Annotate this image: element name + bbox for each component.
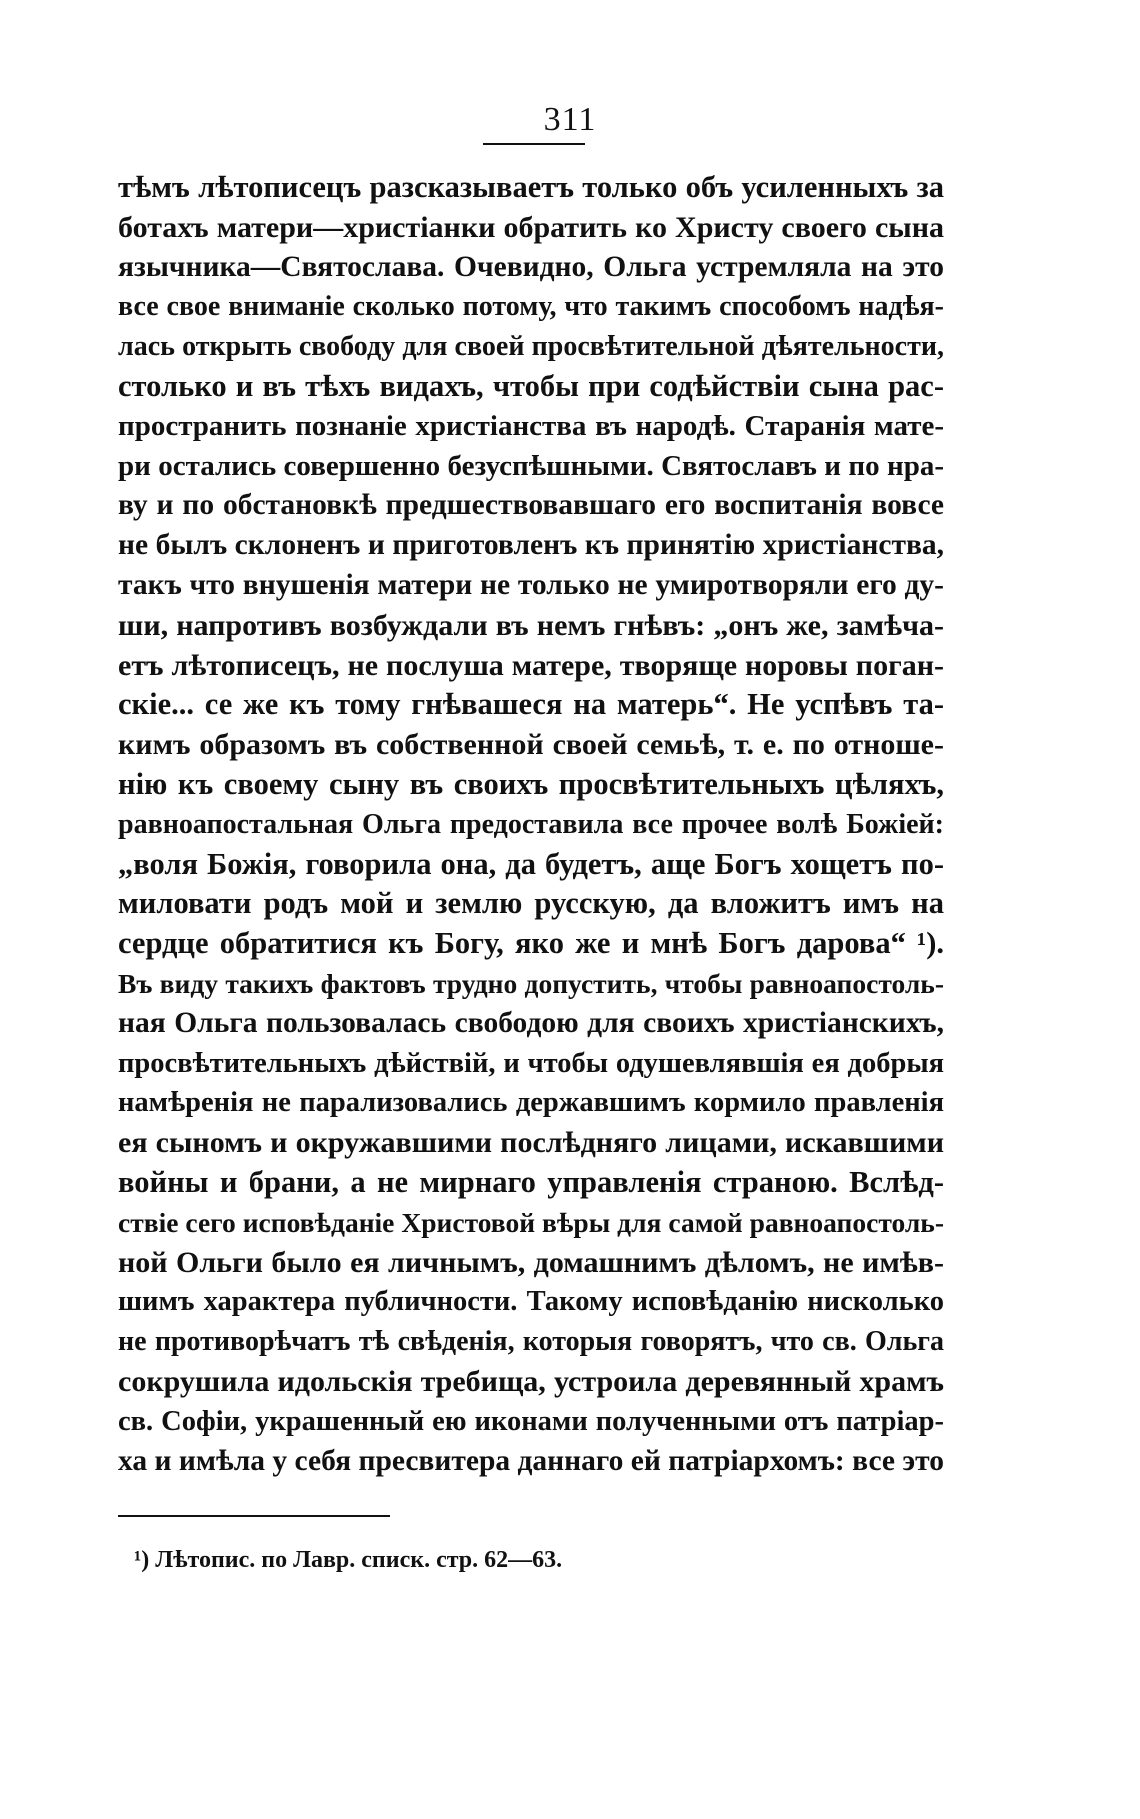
page-number: 311 bbox=[543, 101, 597, 138]
text-line: столько и въ тѣхъ видахъ, чтобы при содѣйствіи сына рас- bbox=[118, 368, 944, 403]
text-line: Въ виду такихъ фактовъ трудно допустить, чтобы равноапостоль- bbox=[118, 967, 944, 999]
text-line: равноапостальная Ольга предоставила все прочее волѣ Божіей: bbox=[118, 808, 944, 840]
page-number-rule bbox=[483, 143, 585, 145]
footnote-rule bbox=[118, 1515, 390, 1517]
text-line: ная Ольга пользовалась свободою для своихъ христіанскихъ, bbox=[118, 1006, 944, 1039]
text-line: сокрушила идольскія требища, устроила деревянный храмъ bbox=[118, 1364, 944, 1398]
text-line: язычника—Святослава. Очевидно, Ольга устремляла на это bbox=[118, 250, 944, 283]
footnote: ¹) Лѣтопис. по Лавр. списк. стр. 62—63. bbox=[134, 1547, 563, 1573]
text-line: св. Софіи, украшенный ею иконами полученными отъ патріар- bbox=[118, 1405, 944, 1437]
text-line: ри остались совершенно безуспѣшными. Святославъ и по нра- bbox=[118, 449, 944, 482]
text-line: все свое вниманіе сколько потому, что такимъ способомъ надѣя- bbox=[118, 291, 944, 323]
text-line: лась открыть свободу для своей просвѣтительной дѣятельности, bbox=[118, 331, 944, 363]
text-line: тѣмъ лѣтописецъ разсказываетъ только объ усиленныхъ за bbox=[118, 170, 944, 204]
body-text bbox=[118, 168, 944, 1481]
text-line: ха и имѣла у себя пресвитера даннаго ей патріархомъ: все это bbox=[118, 1444, 944, 1477]
text-line: ботахъ матери—христіанки обратить ко Христу своего сына bbox=[118, 210, 944, 244]
text-line: етъ лѣтописецъ, не послуша матере, творяще норовы поган- bbox=[118, 648, 944, 682]
text-line: войны и брани, а не мирнаго управленія страною. Вслѣд- bbox=[118, 1164, 944, 1199]
text-line: не былъ склоненъ и приготовленъ къ принятію христіанства, bbox=[118, 529, 944, 562]
text-line: нію къ своему сыну въ своихъ просвѣтительныхъ цѣляхъ, bbox=[118, 766, 944, 801]
text-line: кимъ образомъ въ собственной своей семьѣ, т. е. по отноше- bbox=[118, 728, 944, 762]
text-line: ствіе сего исповѣданіе Христовой вѣры для самой равноапостоль- bbox=[118, 1206, 944, 1238]
text-line: ву и по обстановкѣ предшествовавшаго его воспитанія вовсе bbox=[118, 489, 944, 522]
text-line: намѣренія не парализовались державшимъ кормило правленія bbox=[118, 1087, 944, 1119]
text-line: пространить познаніе христіанства въ народѣ. Старанія мате- bbox=[118, 409, 944, 442]
text-line: не противорѣчатъ тѣ свѣденія, которыя говорятъ, что св. Ольга bbox=[118, 1326, 944, 1358]
text-line: „воля Божія, говорила она, да будетъ, аще Богъ хощетъ по- bbox=[118, 846, 944, 881]
text-line: сердце обратитися къ Богу, яко же и мнѣ Богъ дарова“ ¹). bbox=[118, 926, 944, 961]
text-line: миловати родъ мой и землю русскую, да вложитъ имъ на bbox=[118, 886, 944, 921]
text-line: шимъ характера публичности. Такому исповѣданію нисколько bbox=[118, 1286, 944, 1318]
text-line: просвѣтительныхъ дѣйствій, и чтобы одушевлявшія ея добрыя bbox=[118, 1047, 944, 1079]
text-line: ея сыномъ и окружавшими послѣдняго лицами, искавшими bbox=[118, 1126, 944, 1160]
text-line: такъ что внушенія матери не только не умиротворяли его ду- bbox=[118, 568, 944, 601]
text-line: скіе... се же къ тому гнѣвашеся на матерь“. Не успѣвъ та- bbox=[118, 687, 944, 722]
text-line: ши, напротивъ возбуждали въ немъ гнѣвъ: „онъ же, замѣча- bbox=[118, 608, 944, 642]
text-line: ной Ольги было ея личнымъ, домашнимъ дѣломъ, не имѣв- bbox=[118, 1245, 944, 1279]
